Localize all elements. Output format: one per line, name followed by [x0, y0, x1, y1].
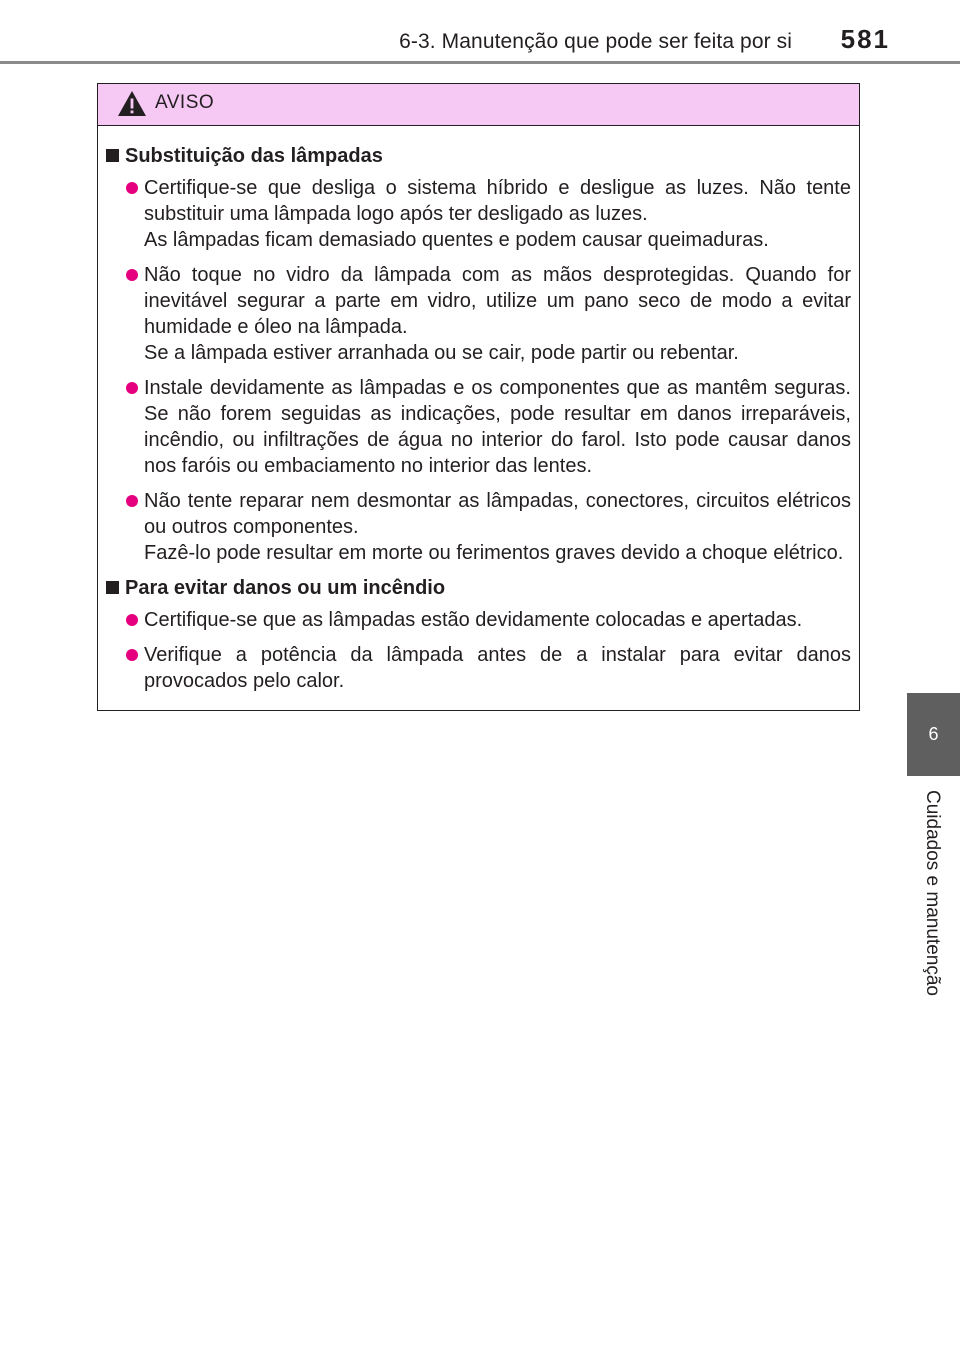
circle-bullet-icon	[126, 269, 138, 281]
bullet-item	[106, 375, 851, 479]
bullet-item	[106, 488, 851, 566]
bullet-item	[106, 642, 851, 694]
bullet-text: Certifique-se que desliga o sistema híbrido e desligue as luzes. Não tente substituir uma lâmpada logo após ter desligado as luzes.	[144, 177, 851, 225]
bullet-text: As lâmpadas ficam demasiado quentes e podem causar queimaduras.	[144, 229, 769, 251]
bullet-text: Certifique-se que as lâmpadas estão devidamente colocadas e apertadas.	[144, 609, 803, 631]
warning-section	[106, 143, 851, 566]
circle-bullet-icon	[126, 382, 138, 394]
circle-bullet-icon	[126, 614, 138, 626]
bullet-text: Instale devidamente as lâmpadas e os componentes que as mantêm seguras. Se não forem seguidas as indicações, pode resultar em danos irreparáveis, incêndio, ou infiltrações de água no interior do farol. Isto pode causar danos nos faróis ou embaciamento no interior das lentes.	[144, 377, 851, 477]
warning-triangle-icon	[117, 90, 147, 117]
chapter-number: 6	[928, 724, 939, 744]
chapter-label: Cuidados e manutenção	[922, 790, 943, 996]
warning-header	[98, 84, 859, 126]
running-header-title: 6-3. Manutenção que pode ser feita por si	[399, 30, 792, 53]
chapter-tab	[907, 693, 960, 776]
warning-box	[97, 83, 860, 711]
square-bullet-icon	[106, 149, 119, 162]
warning-section	[106, 575, 851, 694]
bullet-item	[106, 262, 851, 366]
circle-bullet-icon	[126, 495, 138, 507]
section-heading	[106, 575, 851, 601]
circle-bullet-icon	[126, 649, 138, 661]
bullet-item	[106, 607, 851, 633]
bullet-text: Fazê-lo pode resultar em morte ou ferimentos graves devido a choque elétrico.	[144, 542, 844, 564]
warning-body	[98, 126, 859, 694]
header-divider	[0, 61, 960, 64]
warning-label: AVISO	[155, 92, 215, 113]
section-heading	[106, 143, 851, 169]
circle-bullet-icon	[126, 182, 138, 194]
bullet-text: Não toque no vidro da lâmpada com as mãos desprotegidas. Quando for inevitável segurar a parte em vidro, utilize um pano seco de modo a evitar humidade e óleo na lâmpada.	[144, 264, 851, 338]
bullet-text: Se a lâmpada estiver arranhada ou se cair, pode partir ou rebentar.	[144, 342, 739, 364]
bullet-text: Verifique a potência da lâmpada antes de a instalar para evitar danos provocados pelo calor.	[144, 644, 851, 692]
bullet-item	[106, 175, 851, 253]
square-bullet-icon	[106, 581, 119, 594]
bullet-text: Não tente reparar nem desmontar as lâmpadas, conectores, circuitos elétricos ou outros componentes.	[144, 490, 851, 538]
section-heading-text: Para evitar danos ou um incêndio	[125, 577, 446, 599]
section-heading-text: Substituição das lâmpadas	[125, 145, 383, 167]
page-number: 581	[840, 24, 890, 54]
